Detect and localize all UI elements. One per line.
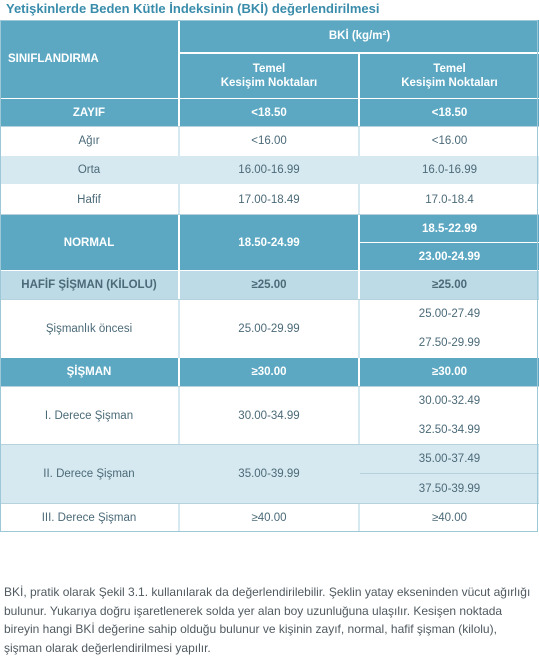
row-d3-label: III. Derece Şişman (0, 504, 178, 532)
row-oncesi-val2b: 27.50-29.99 (360, 329, 539, 357)
row-d1-label: I. Derece Şişman (0, 387, 178, 444)
divider (360, 242, 539, 243)
row-normal-val2a: 18.5-22.99 (360, 215, 539, 242)
row-oncesi-label: Şişmanlık öncesi (0, 300, 178, 357)
row-d2-val2b: 37.50-39.99 (360, 474, 539, 503)
divider (0, 98, 539, 99)
row-orta-val1: 16.00-16.99 (180, 156, 358, 184)
divider (0, 214, 539, 215)
row-orta-label: Orta (0, 156, 178, 184)
row-sisman-val2: ≥30.00 (360, 358, 539, 386)
divider (0, 126, 539, 127)
row-hafif-label: Hafif (0, 185, 178, 214)
divider (0, 444, 539, 445)
row-zayif-val2: <18.50 (360, 99, 539, 126)
row-normal-val2b: 23.00-24.99 (360, 243, 539, 270)
row-d1-val2b: 32.50-34.99 (360, 416, 539, 444)
row-normal-label: NORMAL (0, 215, 178, 270)
row-agir-val2: <16.00 (360, 127, 539, 155)
row-kilolu-label: HAFİF ŞİŞMAN (KİLOLU) (0, 271, 178, 299)
divider (360, 473, 539, 474)
row-sisman-label: ŞİŞMAN (0, 358, 178, 386)
row-normal-val1: 18.50-24.99 (180, 215, 358, 270)
row-d1-val1: 30.00-34.99 (180, 387, 358, 444)
divider (0, 386, 539, 387)
row-kilolu-val2: ≥25.00 (360, 271, 539, 299)
row-zayif-val1: <18.50 (180, 99, 358, 126)
divider (0, 503, 539, 504)
row-d2-val2a: 35.00-37.49 (360, 445, 539, 473)
row-kilolu-val1: ≥25.00 (180, 271, 358, 299)
header-classification: SINIFLANDIRMA (0, 20, 178, 98)
table-title: Yetişkinlerde Beden Kütle İndeksinin (BKİ) değerlendirilmesi (6, 1, 380, 16)
row-d2-val1: 35.00-39.99 (180, 445, 358, 503)
header-sub-1: Temel Kesişim Noktaları (180, 54, 358, 98)
row-hafif-val2: 17.0-18.4 (360, 185, 539, 214)
header-sub-2: Temel Kesişim Noktaları (360, 54, 539, 98)
row-oncesi-val2a: 25.00-27.49 (360, 300, 539, 328)
header-bki: BKİ (kg/m²) (180, 20, 539, 52)
divider (178, 127, 180, 215)
divider (0, 299, 539, 300)
divider (178, 300, 180, 358)
row-sisman-val1: ≥30.00 (180, 358, 358, 386)
row-oncesi-val1: 25.00-29.99 (180, 300, 358, 357)
divider (358, 387, 360, 532)
row-agir-val1: <16.00 (180, 127, 358, 155)
row-orta-val2: 16.0-16.99 (360, 156, 539, 184)
divider (358, 300, 360, 358)
row-hafif-val1: 17.00-18.49 (180, 185, 358, 214)
row-zayif-label: ZAYIF (0, 99, 178, 126)
row-d2-label: II. Derece Şişman (0, 445, 178, 503)
divider (358, 127, 360, 215)
body-paragraph: BKİ, pratik olarak Şekil 3.1. kullanılarak da değerlendirilebilir. Şeklin yatay ekseninden vücut ağırlığı bulunur. Yukarıya doğru işaretlenerek solda yer alan boy uzunluğuna ulaşılır. Kesişen noktada bireyin hangi BKİ değerine sahip olduğu bulunur ve kişinin zayıf, normal, hafif şişman (kilolu), şişman olarak değerlendirilmesi yapılır. (4, 585, 531, 655)
row-d3-val2: ≥40.00 (360, 504, 539, 532)
row-agir-label: Ağır (0, 127, 178, 155)
row-d1-val2a: 30.00-32.49 (360, 387, 539, 415)
row-d3-val1: ≥40.00 (180, 504, 358, 532)
divider (178, 387, 180, 532)
